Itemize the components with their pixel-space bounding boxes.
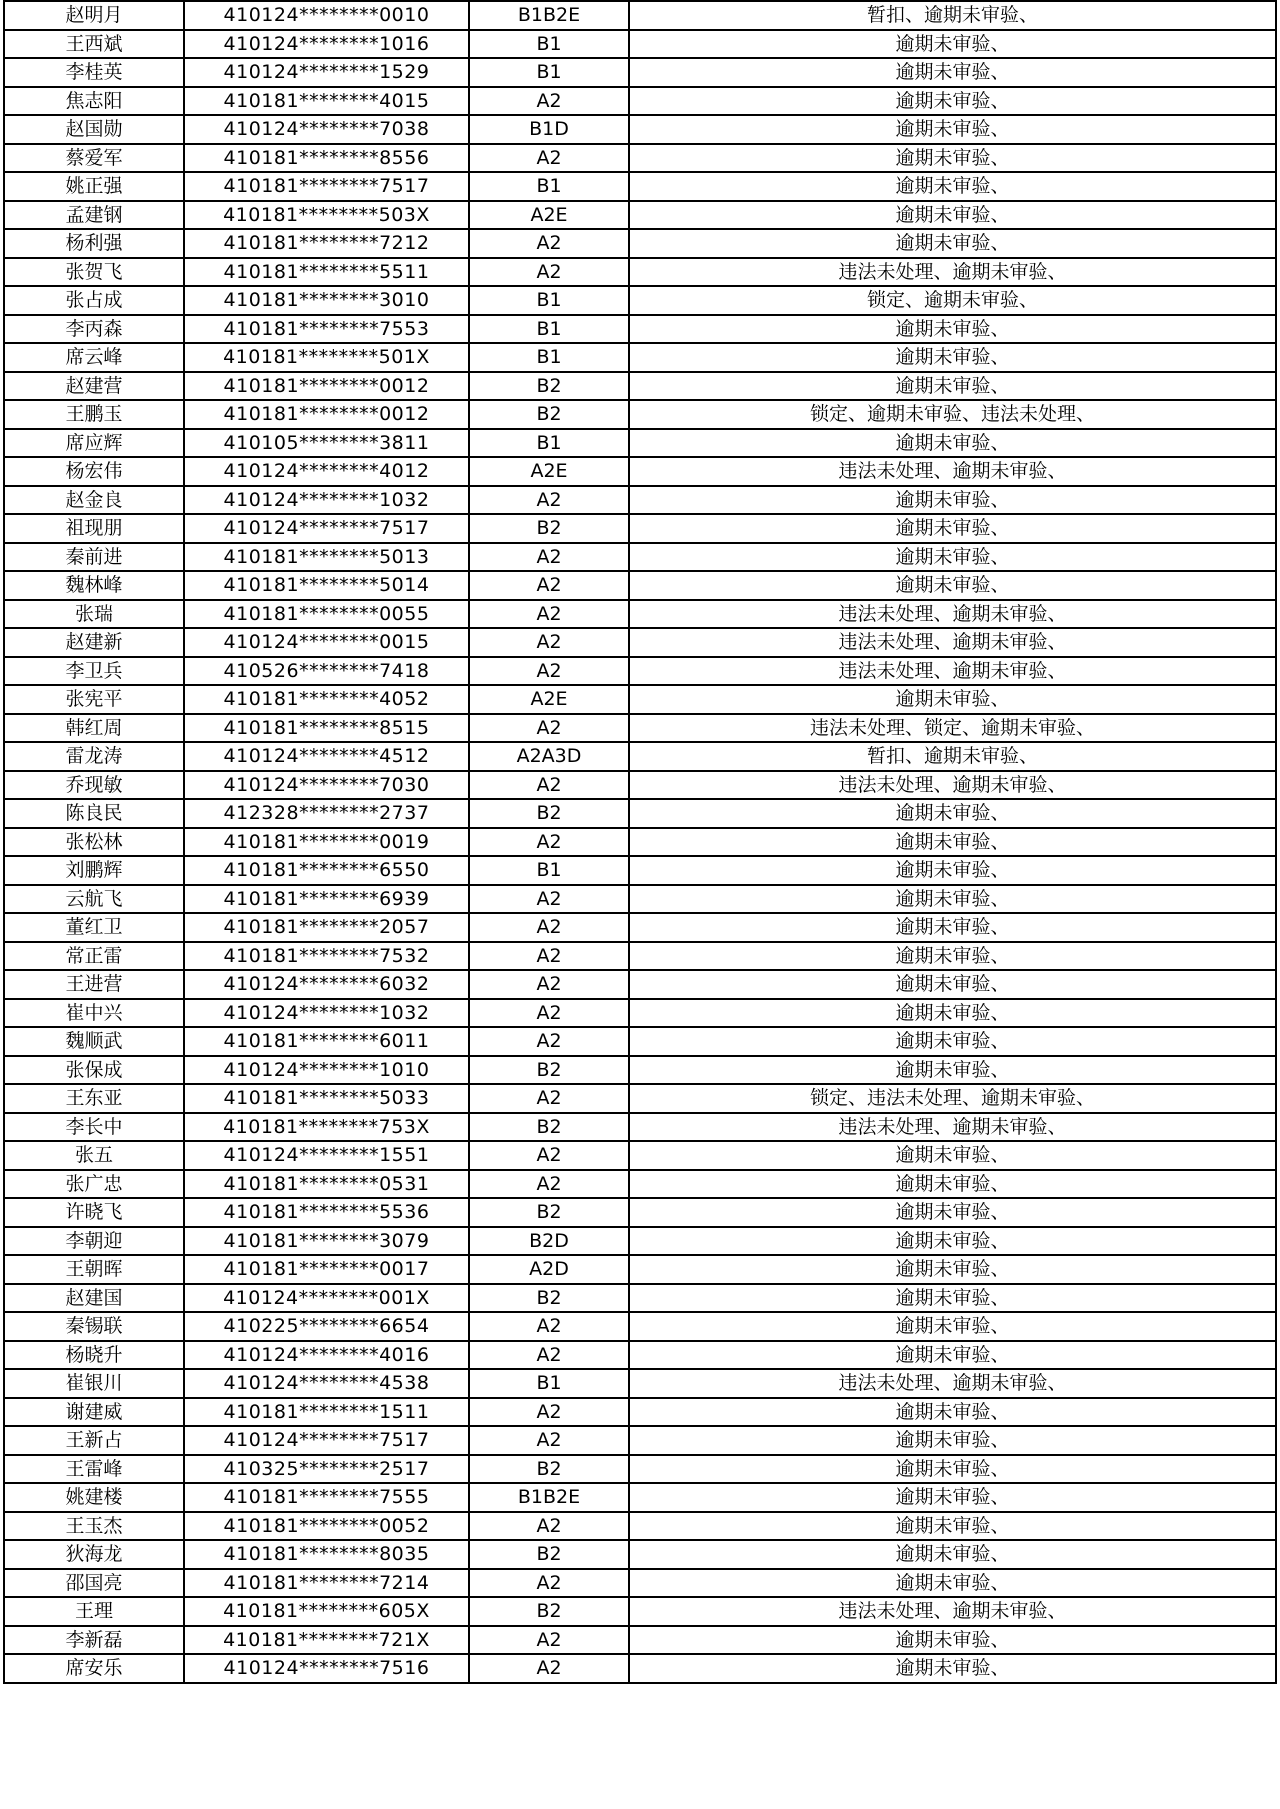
driver-name-cell: 董红卫 — [4, 913, 184, 942]
table-row — [4, 1369, 1276, 1398]
license-status-cell: 逾期未审验、 — [629, 999, 1276, 1028]
license-class-cell: A2 — [469, 600, 629, 629]
license-class-cell: B1B2E — [469, 1, 629, 30]
license-class-cell: B1 — [469, 286, 629, 315]
driver-name-cell: 席应辉 — [4, 429, 184, 458]
id-number-cell: 410181********5014 — [184, 571, 469, 600]
driver-name-cell: 张松林 — [4, 828, 184, 857]
table-row — [4, 172, 1276, 201]
license-status-cell: 逾期未审验、 — [629, 514, 1276, 543]
license-class-cell: B2 — [469, 514, 629, 543]
license-status-cell: 逾期未审验、 — [629, 486, 1276, 515]
license-status-cell: 逾期未审验、 — [629, 144, 1276, 173]
license-status-cell: 逾期未审验、 — [629, 856, 1276, 885]
driver-name-cell: 常正雷 — [4, 942, 184, 971]
id-number-cell: 410181********8556 — [184, 144, 469, 173]
license-class-cell: B2 — [469, 799, 629, 828]
driver-name-cell: 王朝晖 — [4, 1255, 184, 1284]
license-class-cell: A2 — [469, 571, 629, 600]
driver-name-cell: 张贺飞 — [4, 258, 184, 287]
license-class-cell: A2 — [469, 229, 629, 258]
license-class-cell: B1B2E — [469, 1483, 629, 1512]
license-class-cell: A2E — [469, 685, 629, 714]
driver-name-cell: 张占成 — [4, 286, 184, 315]
roster-table-body — [4, 1, 1276, 1683]
license-status-cell: 锁定、逾期未审验、 — [629, 286, 1276, 315]
id-number-cell: 410124********001X — [184, 1284, 469, 1313]
driver-name-cell: 姚正强 — [4, 172, 184, 201]
table-row — [4, 771, 1276, 800]
driver-name-cell: 张广忠 — [4, 1170, 184, 1199]
table-row — [4, 372, 1276, 401]
license-class-cell: A2E — [469, 201, 629, 230]
driver-name-cell: 李卫兵 — [4, 657, 184, 686]
license-class-cell: A2 — [469, 913, 629, 942]
table-row — [4, 115, 1276, 144]
license-status-cell: 逾期未审验、 — [629, 115, 1276, 144]
license-status-cell: 违法未处理、逾期未审验、 — [629, 457, 1276, 486]
table-row — [4, 486, 1276, 515]
id-number-cell: 410124********0015 — [184, 628, 469, 657]
id-number-cell: 410124********0010 — [184, 1, 469, 30]
license-class-cell: A2 — [469, 628, 629, 657]
license-status-cell: 逾期未审验、 — [629, 315, 1276, 344]
license-status-cell: 逾期未审验、 — [629, 30, 1276, 59]
id-number-cell: 410181********753X — [184, 1113, 469, 1142]
license-status-cell: 违法未处理、逾期未审验、 — [629, 628, 1276, 657]
license-status-cell: 逾期未审验、 — [629, 229, 1276, 258]
driver-name-cell: 张保成 — [4, 1056, 184, 1085]
license-class-cell: B2 — [469, 1198, 629, 1227]
license-class-cell: A2 — [469, 1027, 629, 1056]
driver-name-cell: 王玉杰 — [4, 1512, 184, 1541]
id-number-cell: 410181********0017 — [184, 1255, 469, 1284]
license-class-cell: A2E — [469, 457, 629, 486]
license-status-cell: 违法未处理、逾期未审验、 — [629, 1369, 1276, 1398]
license-status-cell: 逾期未审验、 — [629, 1056, 1276, 1085]
table-row — [4, 1198, 1276, 1227]
license-class-cell: B1 — [469, 315, 629, 344]
driver-name-cell: 席云峰 — [4, 343, 184, 372]
id-number-cell: 412328********2737 — [184, 799, 469, 828]
id-number-cell: 410124********1551 — [184, 1141, 469, 1170]
license-status-cell: 逾期未审验、 — [629, 1426, 1276, 1455]
id-number-cell: 410325********2517 — [184, 1455, 469, 1484]
driver-name-cell: 王进营 — [4, 970, 184, 999]
license-status-cell: 违法未处理、逾期未审验、 — [629, 1597, 1276, 1626]
license-status-cell: 逾期未审验、 — [629, 429, 1276, 458]
id-number-cell: 410181********7214 — [184, 1569, 469, 1598]
table-row — [4, 30, 1276, 59]
license-status-cell: 逾期未审验、 — [629, 1398, 1276, 1427]
license-class-cell: B1 — [469, 172, 629, 201]
table-row — [4, 229, 1276, 258]
document-sheet — [3, 0, 1277, 1684]
license-class-cell: A2 — [469, 657, 629, 686]
driver-name-cell: 李桂英 — [4, 58, 184, 87]
driver-name-cell: 席安乐 — [4, 1654, 184, 1683]
license-class-cell: B1 — [469, 856, 629, 885]
id-number-cell: 410181********6550 — [184, 856, 469, 885]
driver-name-cell: 赵建营 — [4, 372, 184, 401]
license-status-cell: 锁定、违法未处理、逾期未审验、 — [629, 1084, 1276, 1113]
id-number-cell: 410181********0019 — [184, 828, 469, 857]
table-row — [4, 714, 1276, 743]
id-number-cell: 410181********5013 — [184, 543, 469, 572]
driver-name-cell: 崔中兴 — [4, 999, 184, 1028]
license-class-cell: A2 — [469, 87, 629, 116]
license-class-cell: A2A3D — [469, 742, 629, 771]
table-row — [4, 258, 1276, 287]
license-status-cell: 逾期未审验、 — [629, 1255, 1276, 1284]
driver-name-cell: 赵建国 — [4, 1284, 184, 1313]
license-status-cell: 逾期未审验、 — [629, 685, 1276, 714]
id-number-cell: 410124********1032 — [184, 486, 469, 515]
id-number-cell: 410181********6011 — [184, 1027, 469, 1056]
table-row — [4, 429, 1276, 458]
license-status-cell: 逾期未审验、 — [629, 1455, 1276, 1484]
license-class-cell: A2 — [469, 144, 629, 173]
license-class-cell: B1D — [469, 115, 629, 144]
id-number-cell: 410124********7517 — [184, 1426, 469, 1455]
id-number-cell: 410181********8515 — [184, 714, 469, 743]
table-row — [4, 885, 1276, 914]
license-status-cell: 逾期未审验、 — [629, 828, 1276, 857]
table-row — [4, 1483, 1276, 1512]
license-status-cell: 逾期未审验、 — [629, 1284, 1276, 1313]
table-row — [4, 799, 1276, 828]
id-number-cell: 410225********6654 — [184, 1312, 469, 1341]
license-class-cell: B1 — [469, 30, 629, 59]
license-class-cell: A2 — [469, 1170, 629, 1199]
table-row — [4, 1455, 1276, 1484]
license-status-cell: 逾期未审验、 — [629, 1141, 1276, 1170]
id-number-cell: 410124********6032 — [184, 970, 469, 999]
id-number-cell: 410181********7553 — [184, 315, 469, 344]
table-row — [4, 685, 1276, 714]
driver-name-cell: 杨宏伟 — [4, 457, 184, 486]
id-number-cell: 410181********5536 — [184, 1198, 469, 1227]
table-row — [4, 543, 1276, 572]
driver-name-cell: 赵金良 — [4, 486, 184, 515]
license-class-cell: B2D — [469, 1227, 629, 1256]
license-status-cell: 逾期未审验、 — [629, 970, 1276, 999]
license-class-cell: A2 — [469, 486, 629, 515]
id-number-cell: 410181********5033 — [184, 1084, 469, 1113]
license-status-cell: 逾期未审验、 — [629, 201, 1276, 230]
table-row — [4, 913, 1276, 942]
license-status-cell: 逾期未审验、 — [629, 372, 1276, 401]
license-class-cell: A2 — [469, 828, 629, 857]
license-status-cell: 逾期未审验、 — [629, 58, 1276, 87]
license-class-cell: A2 — [469, 771, 629, 800]
id-number-cell: 410181********503X — [184, 201, 469, 230]
license-class-cell: B2 — [469, 1540, 629, 1569]
table-row — [4, 970, 1276, 999]
table-row — [4, 999, 1276, 1028]
id-number-cell: 410181********2057 — [184, 913, 469, 942]
license-status-cell: 逾期未审验、 — [629, 1341, 1276, 1370]
id-number-cell: 410181********7212 — [184, 229, 469, 258]
table-row — [4, 201, 1276, 230]
table-row — [4, 1569, 1276, 1598]
license-class-cell: A2 — [469, 543, 629, 572]
license-class-cell: B2 — [469, 1455, 629, 1484]
driver-name-cell: 李朝迎 — [4, 1227, 184, 1256]
license-status-cell: 逾期未审验、 — [629, 87, 1276, 116]
driver-name-cell: 许晓飞 — [4, 1198, 184, 1227]
id-number-cell: 410124********4538 — [184, 1369, 469, 1398]
id-number-cell: 410181********8035 — [184, 1540, 469, 1569]
license-class-cell: B1 — [469, 1369, 629, 1398]
id-number-cell: 410124********1010 — [184, 1056, 469, 1085]
driver-name-cell: 刘鹏辉 — [4, 856, 184, 885]
driver-name-cell: 王新占 — [4, 1426, 184, 1455]
license-class-cell: B1 — [469, 58, 629, 87]
license-status-cell: 逾期未审验、 — [629, 1027, 1276, 1056]
id-number-cell: 410181********0012 — [184, 372, 469, 401]
driver-name-cell: 陈良民 — [4, 799, 184, 828]
driver-name-cell: 王雷峰 — [4, 1455, 184, 1484]
driver-name-cell: 李丙森 — [4, 315, 184, 344]
driver-name-cell: 云航飞 — [4, 885, 184, 914]
table-row — [4, 1141, 1276, 1170]
id-number-cell: 410526********7418 — [184, 657, 469, 686]
table-row — [4, 828, 1276, 857]
license-class-cell: A2 — [469, 1312, 629, 1341]
table-row — [4, 1626, 1276, 1655]
id-number-cell: 410181********7555 — [184, 1483, 469, 1512]
license-class-cell: A2 — [469, 1426, 629, 1455]
table-row — [4, 286, 1276, 315]
table-row — [4, 571, 1276, 600]
id-number-cell: 410124********1529 — [184, 58, 469, 87]
id-number-cell: 410181********501X — [184, 343, 469, 372]
license-status-cell: 锁定、逾期未审验、违法未处理、 — [629, 400, 1276, 429]
driver-name-cell: 秦前进 — [4, 543, 184, 572]
license-class-cell: A2 — [469, 1341, 629, 1370]
license-status-cell: 逾期未审验、 — [629, 1227, 1276, 1256]
license-class-cell: A2 — [469, 885, 629, 914]
id-number-cell: 410124********4012 — [184, 457, 469, 486]
license-status-cell: 违法未处理、锁定、逾期未审验、 — [629, 714, 1276, 743]
license-status-cell: 逾期未审验、 — [629, 942, 1276, 971]
license-status-cell: 违法未处理、逾期未审验、 — [629, 657, 1276, 686]
table-row — [4, 400, 1276, 429]
driver-name-cell: 邵国亮 — [4, 1569, 184, 1598]
license-status-cell: 逾期未审验、 — [629, 885, 1276, 914]
id-number-cell: 410124********1032 — [184, 999, 469, 1028]
driver-name-cell: 魏林峰 — [4, 571, 184, 600]
table-row — [4, 1284, 1276, 1313]
license-class-cell: A2 — [469, 1512, 629, 1541]
table-row — [4, 1512, 1276, 1541]
license-class-cell: B2 — [469, 400, 629, 429]
license-status-cell: 逾期未审验、 — [629, 913, 1276, 942]
driver-name-cell: 韩红周 — [4, 714, 184, 743]
id-number-cell: 410181********3010 — [184, 286, 469, 315]
table-row — [4, 856, 1276, 885]
license-status-cell: 逾期未审验、 — [629, 172, 1276, 201]
id-number-cell: 410181********721X — [184, 1626, 469, 1655]
license-class-cell: A2 — [469, 714, 629, 743]
id-number-cell: 410181********0531 — [184, 1170, 469, 1199]
license-class-cell: B2 — [469, 1597, 629, 1626]
table-row — [4, 315, 1276, 344]
driver-name-cell: 杨晓升 — [4, 1341, 184, 1370]
driver-name-cell: 王东亚 — [4, 1084, 184, 1113]
id-number-cell: 410181********1511 — [184, 1398, 469, 1427]
license-status-cell: 逾期未审验、 — [629, 799, 1276, 828]
id-number-cell: 410181********7532 — [184, 942, 469, 971]
license-status-cell: 逾期未审验、 — [629, 1626, 1276, 1655]
license-status-cell: 逾期未审验、 — [629, 1483, 1276, 1512]
id-number-cell: 410124********4512 — [184, 742, 469, 771]
table-row — [4, 1113, 1276, 1142]
license-status-cell: 逾期未审验、 — [629, 343, 1276, 372]
driver-name-cell: 谢建威 — [4, 1398, 184, 1427]
driver-name-cell: 王西斌 — [4, 30, 184, 59]
table-row — [4, 628, 1276, 657]
id-number-cell: 410181********0055 — [184, 600, 469, 629]
license-status-cell: 逾期未审验、 — [629, 571, 1276, 600]
driver-name-cell: 祖现朋 — [4, 514, 184, 543]
id-number-cell: 410181********5511 — [184, 258, 469, 287]
table-row — [4, 144, 1276, 173]
license-status-cell: 逾期未审验、 — [629, 1198, 1276, 1227]
id-number-cell: 410181********7517 — [184, 172, 469, 201]
table-row — [4, 1170, 1276, 1199]
driver-name-cell: 张瑞 — [4, 600, 184, 629]
driver-name-cell: 杨利强 — [4, 229, 184, 258]
driver-name-cell: 蔡爱军 — [4, 144, 184, 173]
table-row — [4, 1056, 1276, 1085]
id-number-cell: 410181********0052 — [184, 1512, 469, 1541]
license-class-cell: A2 — [469, 999, 629, 1028]
driver-name-cell: 焦志阳 — [4, 87, 184, 116]
license-class-cell: B2 — [469, 1113, 629, 1142]
license-class-cell: A2 — [469, 1626, 629, 1655]
driver-name-cell: 李长中 — [4, 1113, 184, 1142]
table-row — [4, 1, 1276, 30]
table-row — [4, 600, 1276, 629]
id-number-cell: 410124********7516 — [184, 1654, 469, 1683]
license-status-cell: 逾期未审验、 — [629, 1569, 1276, 1598]
license-status-cell: 暂扣、逾期未审验、 — [629, 742, 1276, 771]
license-class-cell: A2 — [469, 258, 629, 287]
license-status-cell: 违法未处理、逾期未审验、 — [629, 600, 1276, 629]
driver-roster-table — [3, 0, 1277, 1684]
license-status-cell: 逾期未审验、 — [629, 543, 1276, 572]
driver-name-cell: 李新磊 — [4, 1626, 184, 1655]
id-number-cell: 410124********7038 — [184, 115, 469, 144]
table-row — [4, 1027, 1276, 1056]
license-status-cell: 逾期未审验、 — [629, 1170, 1276, 1199]
id-number-cell: 410181********6939 — [184, 885, 469, 914]
license-status-cell: 违法未处理、逾期未审验、 — [629, 258, 1276, 287]
license-status-cell: 违法未处理、逾期未审验、 — [629, 771, 1276, 800]
driver-name-cell: 狄海龙 — [4, 1540, 184, 1569]
id-number-cell: 410124********7030 — [184, 771, 469, 800]
driver-name-cell: 姚建楼 — [4, 1483, 184, 1512]
driver-name-cell: 赵国勋 — [4, 115, 184, 144]
license-class-cell: A2 — [469, 1084, 629, 1113]
license-class-cell: A2D — [469, 1255, 629, 1284]
driver-name-cell: 张五 — [4, 1141, 184, 1170]
license-class-cell: B1 — [469, 343, 629, 372]
license-class-cell: B1 — [469, 429, 629, 458]
id-number-cell: 410181********605X — [184, 1597, 469, 1626]
driver-name-cell: 赵建新 — [4, 628, 184, 657]
driver-name-cell: 乔现敏 — [4, 771, 184, 800]
license-status-cell: 逾期未审验、 — [629, 1312, 1276, 1341]
license-class-cell: B2 — [469, 1284, 629, 1313]
license-class-cell: A2 — [469, 1141, 629, 1170]
id-number-cell: 410105********3811 — [184, 429, 469, 458]
id-number-cell: 410124********4016 — [184, 1341, 469, 1370]
table-row — [4, 1540, 1276, 1569]
driver-name-cell: 崔银川 — [4, 1369, 184, 1398]
table-row — [4, 1084, 1276, 1113]
license-status-cell: 逾期未审验、 — [629, 1512, 1276, 1541]
id-number-cell: 410124********1016 — [184, 30, 469, 59]
table-row — [4, 942, 1276, 971]
table-row — [4, 343, 1276, 372]
table-row — [4, 1341, 1276, 1370]
table-row — [4, 1398, 1276, 1427]
driver-name-cell: 张宪平 — [4, 685, 184, 714]
driver-name-cell: 秦锡联 — [4, 1312, 184, 1341]
license-class-cell: B2 — [469, 1056, 629, 1085]
driver-name-cell: 孟建钢 — [4, 201, 184, 230]
table-row — [4, 657, 1276, 686]
driver-name-cell: 魏顺武 — [4, 1027, 184, 1056]
license-status-cell: 逾期未审验、 — [629, 1540, 1276, 1569]
table-row — [4, 58, 1276, 87]
id-number-cell: 410181********4015 — [184, 87, 469, 116]
driver-name-cell: 赵明月 — [4, 1, 184, 30]
license-status-cell: 违法未处理、逾期未审验、 — [629, 1113, 1276, 1142]
id-number-cell: 410124********7517 — [184, 514, 469, 543]
table-row — [4, 514, 1276, 543]
table-row — [4, 742, 1276, 771]
table-row — [4, 1312, 1276, 1341]
table-row — [4, 1654, 1276, 1683]
id-number-cell: 410181********4052 — [184, 685, 469, 714]
license-class-cell: A2 — [469, 970, 629, 999]
id-number-cell: 410181********0012 — [184, 400, 469, 429]
license-class-cell: A2 — [469, 942, 629, 971]
table-row — [4, 1227, 1276, 1256]
license-class-cell: A2 — [469, 1654, 629, 1683]
id-number-cell: 410181********3079 — [184, 1227, 469, 1256]
table-row — [4, 1597, 1276, 1626]
driver-name-cell: 王鹏玉 — [4, 400, 184, 429]
license-class-cell: A2 — [469, 1398, 629, 1427]
license-class-cell: B2 — [469, 372, 629, 401]
table-row — [4, 87, 1276, 116]
table-row — [4, 1426, 1276, 1455]
driver-name-cell: 王理 — [4, 1597, 184, 1626]
table-row — [4, 457, 1276, 486]
license-class-cell: A2 — [469, 1569, 629, 1598]
license-status-cell: 逾期未审验、 — [629, 1654, 1276, 1683]
license-status-cell: 暂扣、逾期未审验、 — [629, 1, 1276, 30]
driver-name-cell: 雷龙涛 — [4, 742, 184, 771]
table-row — [4, 1255, 1276, 1284]
